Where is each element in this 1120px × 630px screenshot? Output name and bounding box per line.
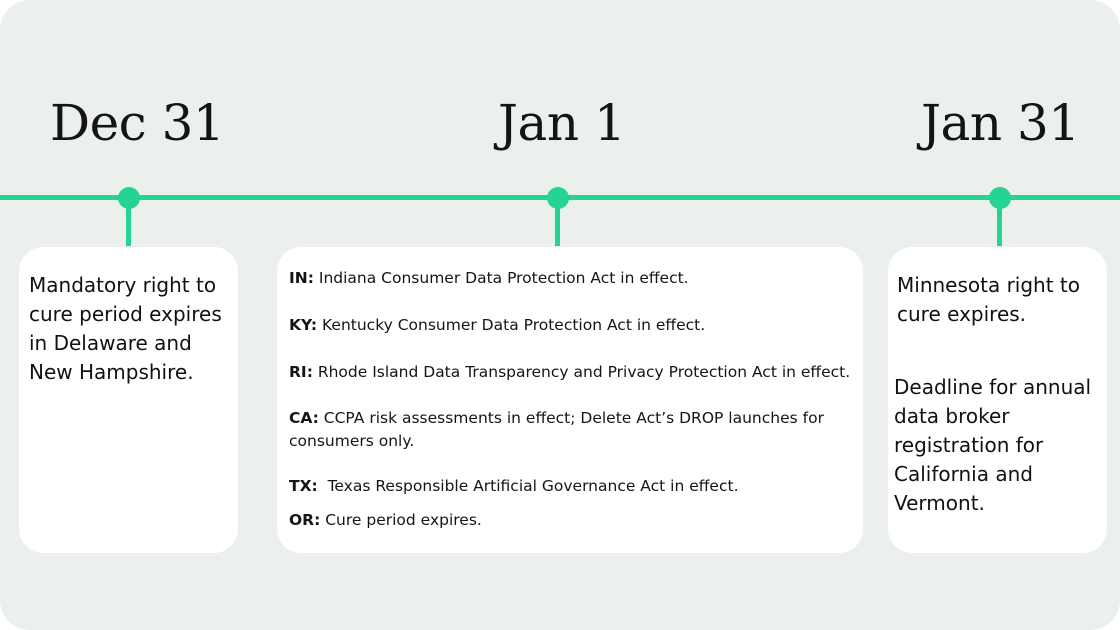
- event-card-dec-31: [19, 247, 238, 553]
- date-label-jan-1: Jan 1: [498, 94, 626, 152]
- event-entry: [289, 314, 859, 337]
- entry-text: Cure period expires.: [320, 511, 482, 529]
- state-code: IN:: [289, 269, 314, 287]
- entry-text: CCPA risk assessments in effect; Delete Act’s DROP launches for consumers only.: [289, 409, 824, 450]
- event-entry: [289, 267, 859, 290]
- state-code: CA:: [289, 409, 319, 427]
- state-code: RI:: [289, 363, 313, 381]
- timeline-marker: [989, 187, 1011, 209]
- event-description: Deadline for annual data broker registration for California and Vermont.: [894, 375, 1092, 515]
- event-description: Mandatory right to cure period expires in Delaware and New Hampshire.: [29, 273, 222, 384]
- state-code: KY:: [289, 316, 318, 334]
- entry-text: Kentucky Consumer Data Protection Act in effect.: [317, 316, 706, 334]
- entry-text: Texas Responsible Artificial Governance Act in effect.: [317, 477, 739, 495]
- event-entry: [289, 361, 859, 384]
- date-label-dec-31: Dec 31: [50, 94, 225, 152]
- event-card-jan-31: [888, 247, 1107, 553]
- event-description: Minnesota right to cure expires.: [897, 273, 1081, 326]
- entry-text: Rhode Island Data Transparency and Privacy Protection Act in effect.: [312, 363, 851, 381]
- state-code: TX:: [289, 477, 318, 495]
- timeline-marker: [547, 187, 569, 209]
- entry-text: Indiana Consumer Data Protection Act in effect.: [313, 269, 689, 287]
- event-entry: [289, 475, 859, 498]
- state-code: OR:: [289, 511, 321, 529]
- event-entry: [289, 509, 859, 532]
- date-label-jan-31: Jan 31: [921, 94, 1080, 152]
- timeline-marker: [118, 187, 140, 209]
- event-card-jan-1: [277, 247, 863, 553]
- event-entry: [289, 407, 859, 453]
